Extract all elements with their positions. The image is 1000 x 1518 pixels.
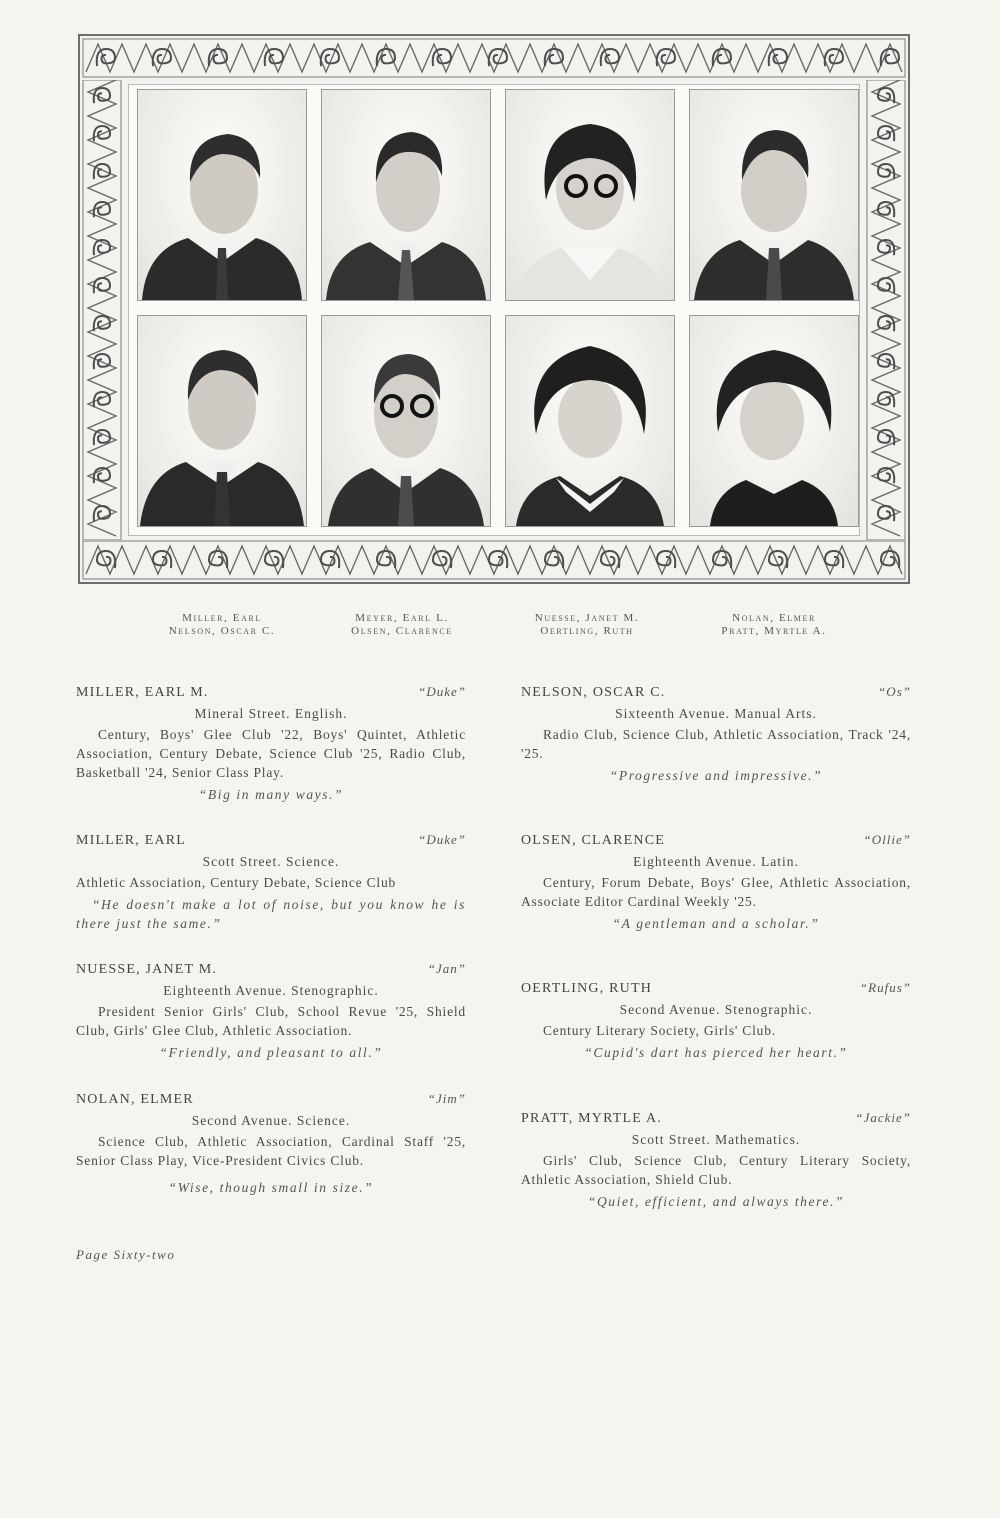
student-nickname: “Ollie” — [863, 832, 911, 847]
student-name: PRATT, MYRTLE A. — [521, 1111, 662, 1126]
student-activities: President Senior Girls' Club, School Revue '25, Shield Club, Girls' Glee Club, Athletic Association. — [76, 1004, 466, 1038]
student-quote: “A gentleman and a scholar.” — [612, 916, 820, 931]
caption-column — [132, 612, 312, 638]
ornamental-border-left — [80, 80, 124, 540]
student-activities: Radio Club, Science Club, Athletic Association, Track '24, '25. — [521, 727, 911, 761]
student-address-course: Second Avenue. Stenographic. — [619, 1002, 813, 1017]
student-quote: “Progressive and impressive.” — [609, 768, 823, 783]
student-activities: Century Literary Society, Girls' Club. — [543, 1023, 776, 1038]
student-address-course: Scott Street. Science. — [202, 854, 340, 869]
portrait-photo — [137, 315, 307, 527]
caption-name: Nolan, Elmer — [732, 612, 816, 624]
student-quote: “Quiet, efficient, and always there.” — [587, 1194, 845, 1209]
student-activities: Century, Forum Debate, Boys' Glee, Athletic Association, Associate Editor Cardinal Weekly '25. — [521, 875, 911, 909]
student-address-course: Eighteenth Avenue. Stenographic. — [163, 983, 379, 998]
portrait-photo — [505, 315, 675, 527]
student-address-course: Second Avenue. Science. — [191, 1113, 351, 1128]
student-quote: “Big in many ways.” — [198, 787, 344, 802]
student-quote: “He doesn't make a lot of noise, but you know he is there just the same.” — [76, 897, 466, 931]
caption-name: Olsen, Clarence — [351, 625, 453, 637]
student-activities: Athletic Association, Century Debate, Science Club — [76, 875, 397, 890]
student-name: OERTLING, RUTH — [521, 981, 653, 996]
caption-name: Nelson, Oscar C. — [168, 625, 276, 637]
caption-name: Pratt, Myrtle A. — [721, 625, 827, 637]
portrait-photo — [321, 89, 491, 301]
student-address-course: Mineral Street. English. — [194, 706, 348, 721]
student-entry — [521, 682, 911, 785]
student-nickname: “Jackie” — [855, 1110, 911, 1125]
student-nickname: “Duke” — [418, 684, 466, 699]
student-nickname: “Duke” — [418, 832, 466, 847]
student-quote: “Cupid's dart has pierced her heart.” — [584, 1045, 848, 1060]
student-entry — [521, 1108, 911, 1211]
portrait-photo — [137, 89, 307, 301]
student-entry — [76, 959, 466, 1062]
caption-name: Nuesse, Janet M. — [534, 612, 640, 624]
student-activities: Science Club, Athletic Association, Cardinal Staff '25, Senior Class Play, Vice-President Civics Club. — [76, 1134, 466, 1168]
student-quote: “Wise, though small in size.” — [168, 1180, 374, 1195]
student-name: MILLER, EARL M. — [76, 685, 209, 700]
student-name: NELSON, OSCAR C. — [521, 685, 666, 700]
student-address-course: Eighteenth Avenue. Latin. — [633, 854, 799, 869]
caption-name: Oertling, Ruth — [540, 625, 634, 637]
student-name: OLSEN, CLARENCE — [521, 833, 665, 848]
student-quote: “Friendly, and pleasant to all.” — [159, 1045, 383, 1060]
student-name: NUESSE, JANET M. — [76, 962, 218, 977]
student-entry — [76, 682, 466, 804]
portrait-photo — [689, 315, 859, 527]
student-name: NOLAN, ELMER — [76, 1092, 194, 1107]
caption-name: Meyer, Earl L. — [355, 612, 449, 624]
student-nickname: “Os” — [878, 684, 911, 699]
student-name: MILLER, EARL — [76, 833, 187, 848]
ornamental-border-bottom — [80, 538, 908, 582]
student-activities: Girls' Club, Science Club, Century Literary Society, Athletic Association, Shield Club. — [521, 1153, 911, 1187]
student-entry — [76, 1089, 466, 1197]
student-nickname: “Rufus” — [859, 980, 911, 995]
caption-name: Miller, Earl — [182, 612, 262, 624]
student-entry — [76, 830, 466, 933]
portrait-panel — [78, 34, 910, 584]
student-entry — [521, 978, 911, 1062]
student-address-course: Scott Street. Mathematics. — [631, 1132, 801, 1147]
student-activities: Century, Boys' Glee Club '22, Boys' Quintet, Athletic Association, Century Debate, Science Club '25, Radio Club, Basketball '24, Senior Class Play. — [76, 727, 466, 780]
ornamental-border-top — [80, 36, 908, 80]
photo-grid — [128, 84, 860, 536]
portrait-photo — [505, 89, 675, 301]
student-nickname: “Jim” — [427, 1091, 466, 1106]
caption-column — [684, 612, 864, 638]
portrait-photo — [689, 89, 859, 301]
student-entry — [521, 830, 911, 933]
student-nickname: “Jan” — [427, 961, 466, 976]
caption-column — [497, 612, 677, 638]
portrait-photo — [321, 315, 491, 527]
ornamental-border-right — [864, 80, 908, 540]
student-address-course: Sixteenth Avenue. Manual Arts. — [615, 706, 817, 721]
caption-column — [312, 612, 492, 638]
page-number: Page Sixty-two — [76, 1247, 176, 1262]
